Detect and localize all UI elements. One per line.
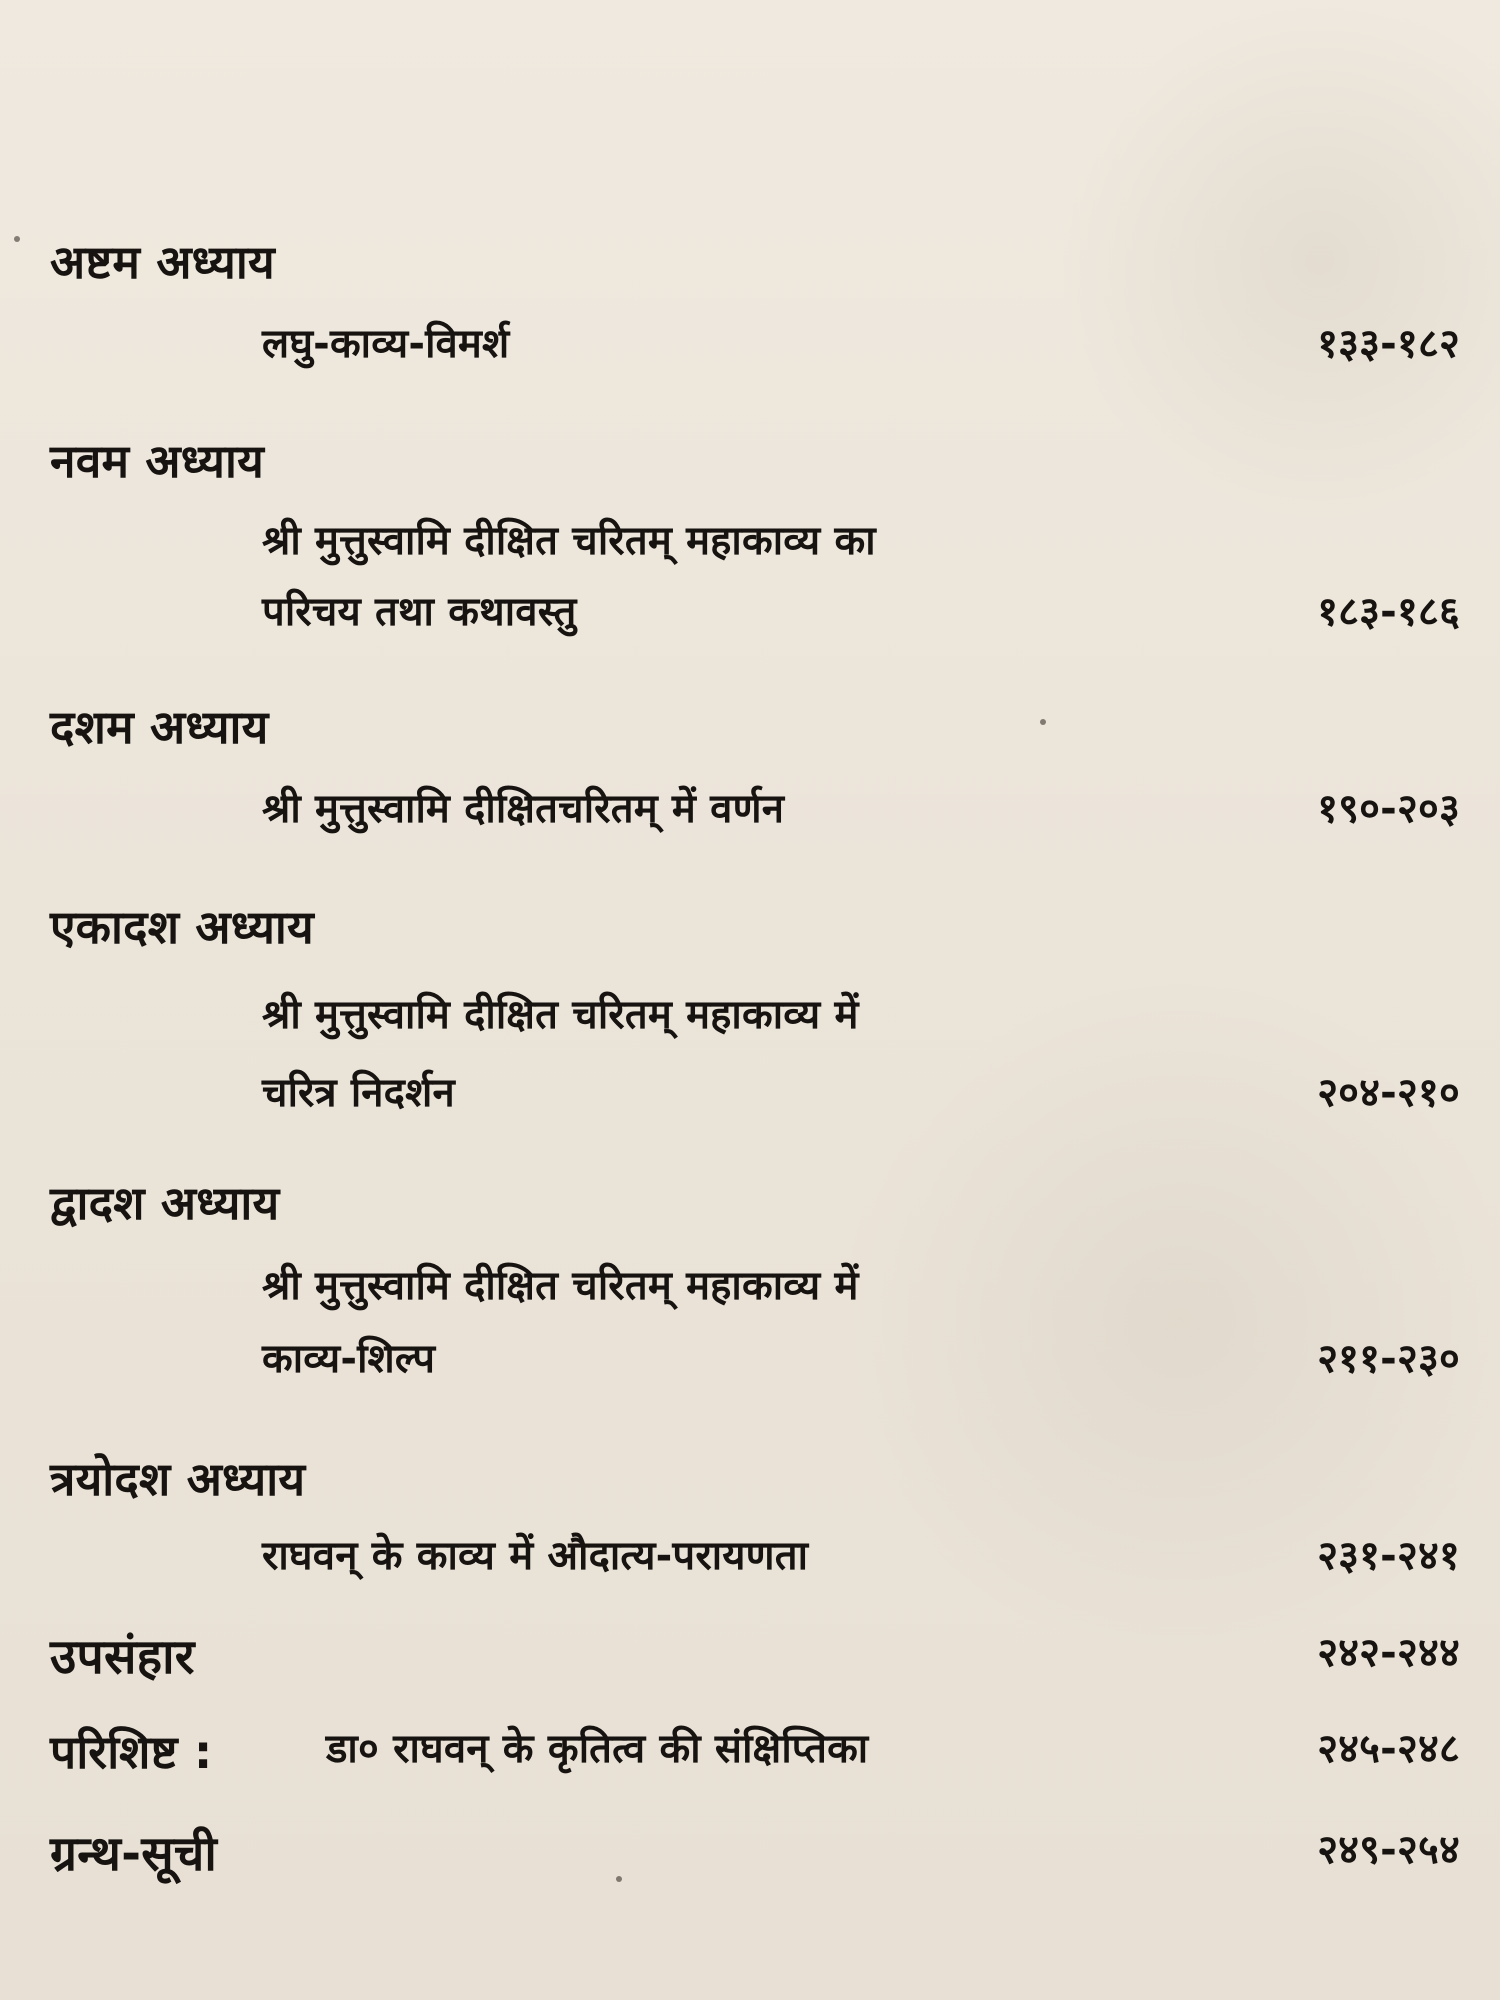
chapter-13-page-range: २३१-२४१ (1317, 1533, 1460, 1579)
chapter-9-heading: नवम अध्याय (50, 434, 264, 488)
scan-speck (616, 1876, 622, 1882)
conclusion-heading: उपसंहार (50, 1629, 195, 1685)
chapter-11-title-line-1: श्री मुत्तुस्वामि दीक्षित चरितम् महाकाव्य में (262, 992, 859, 1038)
chapter-10-title: श्री मुत्तुस्वामि दीक्षितचरितम् में वर्णन (262, 786, 785, 832)
chapter-10-heading: दशम अध्याय (50, 700, 269, 754)
chapter-12-title-line-2: काव्य-शिल्प (262, 1336, 436, 1382)
chapter-10-page-range: १९०-२०३ (1317, 786, 1460, 832)
bibliography-heading: ग्रन्थ-सूची (50, 1826, 218, 1882)
chapter-9-page-range: १८३-१८६ (1317, 589, 1460, 635)
chapter-11-heading: एकादश अध्याय (50, 900, 314, 954)
chapter-9-title-line-1: श्री मुत्तुस्वामि दीक्षित चरितम् महाकाव्य का (262, 518, 876, 564)
chapter-12-heading: द्वादश अध्याय (50, 1176, 280, 1230)
chapter-8-title: लघु-काव्य-विमर्श (262, 321, 510, 367)
chapter-11-page-range: २०४-२१० (1317, 1070, 1460, 1116)
appendix-title: डा० राघवन् के कृतित्व की संक्षिप्तिका (326, 1726, 869, 1772)
chapter-9-title-line-2: परिचय तथा कथावस्तु (262, 589, 577, 635)
chapter-11-title-line-2: चरित्र निदर्शन (262, 1070, 455, 1116)
bibliography-page-range: २४९-२५४ (1317, 1827, 1460, 1873)
chapter-13-title: राघवन् के काव्य में औदात्य-परायणता (262, 1533, 809, 1579)
appendix-page-range: २४५-२४८ (1317, 1726, 1460, 1772)
chapter-8-heading: अष्टम अध्याय (50, 235, 275, 289)
scan-speck (14, 236, 20, 242)
chapter-13-heading: त्रयोदश अध्याय (50, 1452, 306, 1506)
chapter-12-page-range: २११-२३० (1317, 1336, 1460, 1382)
chapter-12-title-line-1: श्री मुत्तुस्वामि दीक्षित चरितम् महाकाव्य में (262, 1263, 859, 1309)
conclusion-page-range: २४२-२४४ (1317, 1630, 1460, 1676)
scan-speck (1040, 719, 1046, 725)
chapter-8-page-range: १३३-१८२ (1317, 321, 1460, 367)
appendix-heading: परिशिष्ट : (50, 1725, 213, 1779)
